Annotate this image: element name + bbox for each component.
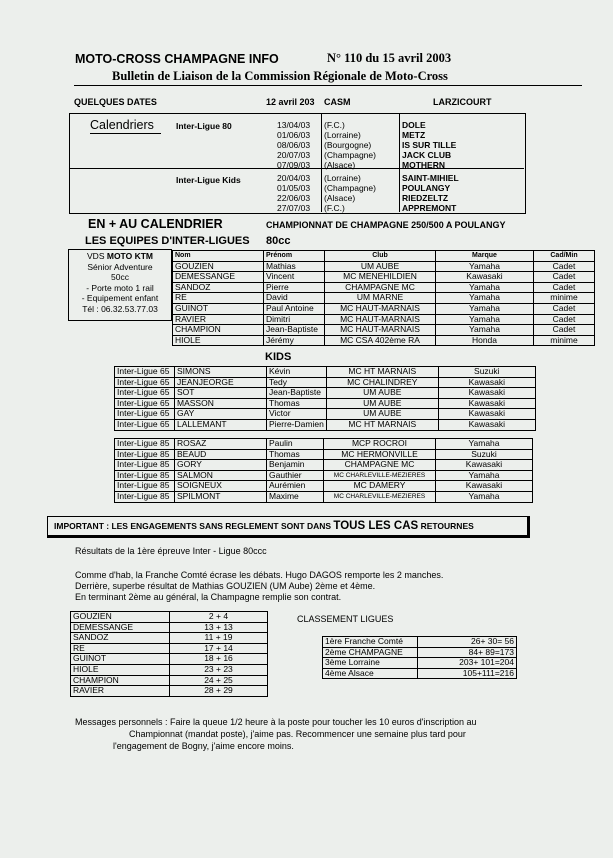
table-row: [115, 460, 533, 471]
ligues-table: [322, 636, 517, 679]
results-paragraph: [75, 570, 443, 603]
table-cell: LALLEMANT: [175, 419, 267, 430]
table-row: [173, 303, 595, 314]
place-item: METZ: [402, 130, 426, 140]
table-cell: SALMON: [175, 470, 267, 481]
table-cell: Inter-Ligue 65: [115, 398, 175, 409]
date-item: 20/04/03: [277, 173, 311, 183]
table-cell: Suzuki: [436, 449, 533, 460]
table-cell: Inter-Ligue 65: [115, 388, 175, 399]
table-cell: MC CHARLEVILLE-MEZIERES: [324, 491, 436, 502]
table-cell: Inter-Ligue 85: [115, 439, 175, 450]
header-cell: Marque: [436, 251, 534, 262]
region-item: (F.C.): [324, 120, 345, 130]
table-row: [71, 686, 268, 697]
table-cell: 17 + 14: [170, 643, 268, 654]
table-cell: GUINOT: [71, 654, 170, 665]
ad-item: MOTO KTM: [106, 251, 153, 261]
table-cell: MC DAMERY: [324, 481, 436, 492]
table-cell: Yamaha: [436, 314, 534, 325]
table-cell: Cadet: [534, 314, 595, 325]
table-cell: JEANJEORGE: [175, 377, 267, 388]
ilkids-places: [402, 173, 459, 213]
table-cell: Vincent: [264, 272, 325, 283]
place-item: JACK CLUB: [402, 150, 452, 160]
header-cell: Prénom: [264, 251, 325, 262]
table-cell: minime: [534, 293, 595, 304]
table-cell: Yamaha: [436, 325, 534, 336]
kids85-table: [114, 438, 533, 503]
table-row: [173, 293, 595, 304]
table-cell: SOIGNEUX: [175, 481, 267, 492]
table-row: [323, 647, 517, 658]
table-cell: Cadet: [534, 261, 595, 272]
table-row: [115, 409, 536, 420]
table-cell: Tedy: [267, 377, 327, 388]
header-rule: [74, 85, 582, 86]
table-cell: MC CHARLEVILLE-MEZIERES: [324, 470, 436, 481]
table-cell: GORY: [175, 460, 267, 471]
calendar-extra-title: EN + AU CALENDRIER: [88, 217, 223, 231]
table-cell: Kévin: [267, 367, 327, 378]
calendar-title: Calendriers: [90, 118, 154, 132]
date-item: 27/07/03: [277, 203, 311, 213]
ilkids-sep1: [321, 169, 322, 212]
table-cell: UM AUBE: [326, 409, 438, 420]
table-cell: 105+111=216: [418, 668, 517, 679]
table-cell: GAY: [175, 409, 267, 420]
table-cell: Honda: [436, 335, 534, 346]
region-item: (Alsace): [324, 160, 356, 170]
kids65-table: [114, 366, 536, 431]
table-cell: Kawasaki: [436, 460, 533, 471]
table-cell: Dimitri: [264, 314, 325, 325]
kids-title: KIDS: [265, 351, 292, 363]
table-cell: ROSAZ: [175, 439, 267, 450]
dates-date: 12 avril 203: [266, 97, 315, 107]
table-cell: Inter-Ligue 85: [115, 460, 175, 471]
classified-ad: [68, 251, 172, 314]
ad-line3: 50cc: [111, 272, 129, 282]
important-text: IMPORTANT : LES ENGAGEMENTS SANS REGLEMENT SONT DANS: [54, 521, 334, 531]
region-item: (Champagne): [324, 183, 376, 193]
table-cell: MCP ROCROI: [324, 439, 436, 450]
table-row: [115, 419, 536, 430]
newsletter-title: MOTO-CROSS CHAMPAGNE INFO: [75, 52, 279, 66]
message-line: Messages personnels : Faire la queue 1/2 heure à la poste pour toucher les 10 euros d'inscription au: [75, 717, 477, 727]
table-cell: RAVIER: [71, 686, 170, 697]
table-cell: Cadet: [534, 303, 595, 314]
il80-label: Inter-Ligue 80: [176, 121, 232, 131]
table-row: [115, 398, 536, 409]
table-cell: MC CSA 402ème RA: [325, 335, 436, 346]
il80-places: [402, 120, 456, 170]
table-row: [323, 637, 517, 648]
table-cell: Cadet: [534, 282, 595, 293]
table-cell: Inter-Ligue 65: [115, 367, 175, 378]
table-cell: 203+ 101=204: [418, 658, 517, 669]
table-row: [323, 668, 517, 679]
table-cell: Yamaha: [436, 303, 534, 314]
calendar-title-underline: [90, 133, 161, 134]
table-cell: Suzuki: [438, 367, 535, 378]
table-cell: Yamaha: [436, 261, 534, 272]
header-cell: Club: [325, 251, 436, 262]
table-cell: MC CHALINDREY: [326, 377, 438, 388]
date-item: 13/04/03: [277, 120, 311, 130]
dates-label: QUELQUES DATES: [74, 97, 157, 107]
table-cell: CHAMPAGNE MC: [325, 282, 436, 293]
table-cell: Jean-Baptiste: [267, 388, 327, 399]
place-item: IS SUR TILLE: [402, 140, 457, 150]
results-line: En terminant 2ème au général, la Champagne remplie son contrat.: [75, 592, 342, 602]
date-item: 08/06/03: [277, 140, 311, 150]
table-cell: SIMONS: [175, 367, 267, 378]
ilkids-regions: [324, 173, 376, 213]
table-cell: SPILMONT: [175, 491, 267, 502]
table-cell: David: [264, 293, 325, 304]
table-cell: Inter-Ligue 65: [115, 419, 175, 430]
ad-phone: Tél : 06.32.53.77.03: [82, 303, 158, 314]
table-cell: Yamaha: [436, 293, 534, 304]
table-cell: MC HT MARNAIS: [326, 367, 438, 378]
results-line: Derrière, superbe résultat de Mathias GOUZIEN (UM Aube) 2ème et 4ème.: [75, 581, 376, 591]
ad-line2: Sénior Adventure: [87, 261, 153, 272]
table-cell: Kawasaki: [436, 272, 534, 283]
issue-number: N° 110 du 15 avril 2003: [327, 51, 452, 65]
table-cell: Jean-Baptiste: [264, 325, 325, 336]
table-cell: Kawasaki: [438, 398, 535, 409]
ilkids-dates: [277, 173, 310, 213]
table-cell: GOUZIEN: [71, 612, 170, 623]
table-cell: Inter-Ligue 85: [115, 449, 175, 460]
table-cell: SOT: [175, 388, 267, 399]
region-item: (Bourgogne): [324, 140, 372, 150]
table-cell: Yamaha: [436, 282, 534, 293]
table-row: [115, 449, 533, 460]
table-cell: HIOLE: [173, 335, 264, 346]
place-item: SAINT-MIHIEL: [402, 173, 459, 183]
ad-line5: - Equipement enfant: [81, 293, 159, 303]
table-cell: MC HAUT-MARNAIS: [325, 314, 436, 325]
table-cell: Victor: [267, 409, 327, 420]
table-cell: Pierre: [264, 282, 325, 293]
table-cell: MC HT MARNAIS: [326, 419, 438, 430]
header-cell: Nom: [173, 251, 264, 262]
results-table: [70, 611, 268, 697]
table-row: [115, 481, 533, 492]
table-row: [115, 470, 533, 481]
table-row: [115, 439, 533, 450]
table-cell: 2ème CHAMPAGNE: [323, 647, 418, 658]
place-item: MOTHERN: [402, 160, 445, 170]
table-cell: Benjamin: [267, 460, 324, 471]
place-item: APPREMONT: [402, 203, 457, 213]
table-cell: CHAMPION: [173, 325, 264, 336]
date-item: 22/06/03: [277, 193, 311, 203]
table-header-row: [173, 251, 595, 262]
message-line: l'engagement de Bogny, j'aime encore moins.: [113, 741, 294, 751]
region-item: (Lorraine): [324, 130, 361, 140]
table-cell: Gauthier: [267, 470, 324, 481]
table-row: [173, 335, 595, 346]
table-cell: Inter-Ligue 85: [115, 481, 175, 492]
table-cell: 26+ 30= 56: [418, 637, 517, 648]
table-row: [173, 314, 595, 325]
table-cell: 3ème Lorraine: [323, 658, 418, 669]
important-text-end: RETOURNES: [418, 521, 474, 531]
ad-vds: VDS: [87, 251, 107, 261]
table-row: [173, 272, 595, 283]
table-row: [71, 654, 268, 665]
date-item: 01/06/03: [277, 130, 311, 140]
il80-dates: [277, 120, 310, 170]
table-cell: Kawasaki: [438, 409, 535, 420]
dates-org: CASM: [324, 97, 351, 107]
table-cell: Kawasaki: [438, 388, 535, 399]
table-cell: 18 + 16: [170, 654, 268, 665]
table-cell: MC HAUT-MARNAIS: [325, 303, 436, 314]
table-cell: Thomas: [267, 449, 324, 460]
table-cell: 13 + 13: [170, 622, 268, 633]
table-cell: Inter-Ligue 65: [115, 377, 175, 388]
results-intro: Résultats de la 1ère épreuve Inter - Ligue 80ccc: [75, 546, 267, 556]
table-cell: MC HERMONVILLE: [324, 449, 436, 460]
region-item: (Alsace): [324, 193, 356, 203]
table-cell: Mathias: [264, 261, 325, 272]
region-item: (F.C.): [324, 203, 345, 213]
ligues-title: CLASSEMENT LIGUES: [297, 614, 394, 624]
table-row: [71, 622, 268, 633]
table-row: [173, 261, 595, 272]
table-cell: Pierre-Damien: [267, 419, 327, 430]
table-row: [173, 325, 595, 336]
table-cell: 2 + 4: [170, 612, 268, 623]
table-cell: GUINOT: [173, 303, 264, 314]
table-cell: Cadet: [534, 325, 595, 336]
il80-regions: [324, 120, 376, 170]
table-cell: Yamaha: [436, 491, 533, 502]
table-row: [323, 658, 517, 669]
table-cell: Thomas: [267, 398, 327, 409]
message-line: Championnat (mandat poste), j'aime pas. Recommencer une semaine plus tard pour: [129, 729, 466, 739]
table-cell: Yamaha: [436, 439, 533, 450]
team80-table: [172, 250, 595, 346]
place-item: RIEDZELTZ: [402, 193, 449, 203]
place-item: POULANGY: [402, 183, 451, 193]
region-item: (Lorraine): [324, 173, 361, 183]
table-cell: Yamaha: [436, 470, 533, 481]
table-cell: 23 + 23: [170, 664, 268, 675]
table-cell: Inter-Ligue 85: [115, 470, 175, 481]
personal-messages: [75, 716, 476, 752]
table-cell: UM AUBE: [326, 388, 438, 399]
table-row: [71, 633, 268, 644]
il80-sep1: [321, 114, 322, 168]
table-cell: BEAUD: [175, 449, 267, 460]
place-item: DOLE: [402, 120, 426, 130]
table-cell: UM AUBE: [326, 398, 438, 409]
results-line: Comme d'hab, la Franche Comté écrase les débats. Hugo DAGOS remporte les 2 manches.: [75, 570, 444, 580]
header-cell: Cad/Min: [534, 251, 595, 262]
table-cell: CHAMPION: [71, 675, 170, 686]
table-cell: Inter-Ligue 85: [115, 491, 175, 502]
table-cell: Kawasaki: [438, 377, 535, 388]
ad-line4: - Porte moto 1 rail: [86, 282, 154, 293]
table-cell: Maxime: [267, 491, 324, 502]
table-row: [71, 643, 268, 654]
il80-sep2: [399, 114, 400, 168]
table-cell: Jérémy: [264, 335, 325, 346]
table-row: [71, 612, 268, 623]
table-cell: RAVIER: [173, 314, 264, 325]
table-row: [173, 282, 595, 293]
table-row: [115, 367, 536, 378]
important-notice: [47, 516, 530, 538]
table-cell: 24 + 25: [170, 675, 268, 686]
table-cell: MASSON: [175, 398, 267, 409]
equipes-title: LES EQUIPES D'INTER-LIGUES: [85, 235, 250, 247]
table-cell: 4ème Alsace: [323, 668, 418, 679]
table-cell: 1ère Franche Comté: [323, 637, 418, 648]
table-row: [115, 377, 536, 388]
table-cell: 28 + 29: [170, 686, 268, 697]
table-cell: Paulin: [267, 439, 324, 450]
dates-place: LARZICOURT: [433, 97, 492, 107]
ilkids-sep2: [399, 169, 400, 212]
newsletter-subtitle: Bulletin de Liaison de la Commission Régionale de Moto-Cross: [112, 69, 448, 83]
region-item: (Champagne): [324, 150, 376, 160]
table-cell: Kawasaki: [438, 419, 535, 430]
table-cell: UM AUBE: [325, 261, 436, 272]
table-cell: SANDOZ: [173, 282, 264, 293]
table-row: [71, 664, 268, 675]
table-cell: 11 + 19: [170, 633, 268, 644]
important-emphasis: TOUS LES CAS: [333, 520, 419, 532]
table-cell: Kawasaki: [436, 481, 533, 492]
table-cell: RE: [71, 643, 170, 654]
table-cell: DEMESSANGE: [173, 272, 264, 283]
table-cell: MC HAUT-MARNAIS: [325, 325, 436, 336]
table-row: [115, 491, 533, 502]
table-cell: 84+ 89=173: [418, 647, 517, 658]
table-cell: Paul Antoine: [264, 303, 325, 314]
ad-line1: [68, 251, 172, 262]
date-item: 20/07/03: [277, 150, 311, 160]
cc80-title: 80cc: [266, 235, 291, 247]
table-cell: DEMESSANGE: [71, 622, 170, 633]
date-item: 01/05/03: [277, 183, 311, 193]
table-cell: GOUZIEN: [173, 261, 264, 272]
table-cell: UM MARNE: [325, 293, 436, 304]
table-cell: Inter-Ligue 65: [115, 409, 175, 420]
table-cell: Cadet: [534, 272, 595, 283]
championnat-note: CHAMPIONNAT DE CHAMPAGNE 250/500 A POULANGY: [266, 220, 506, 230]
table-cell: minime: [534, 335, 595, 346]
table-cell: MC MENEHILDIEN: [325, 272, 436, 283]
table-cell: RE: [173, 293, 264, 304]
table-row: [115, 388, 536, 399]
table-row: [71, 675, 268, 686]
table-cell: CHAMPAGNE MC: [324, 460, 436, 471]
date-item: 07/09/03: [277, 160, 311, 170]
table-cell: Aurémien: [267, 481, 324, 492]
table-cell: SANDOZ: [71, 633, 170, 644]
table-cell: HIOLE: [71, 664, 170, 675]
ilkids-label: Inter-Ligue Kids: [176, 175, 241, 185]
